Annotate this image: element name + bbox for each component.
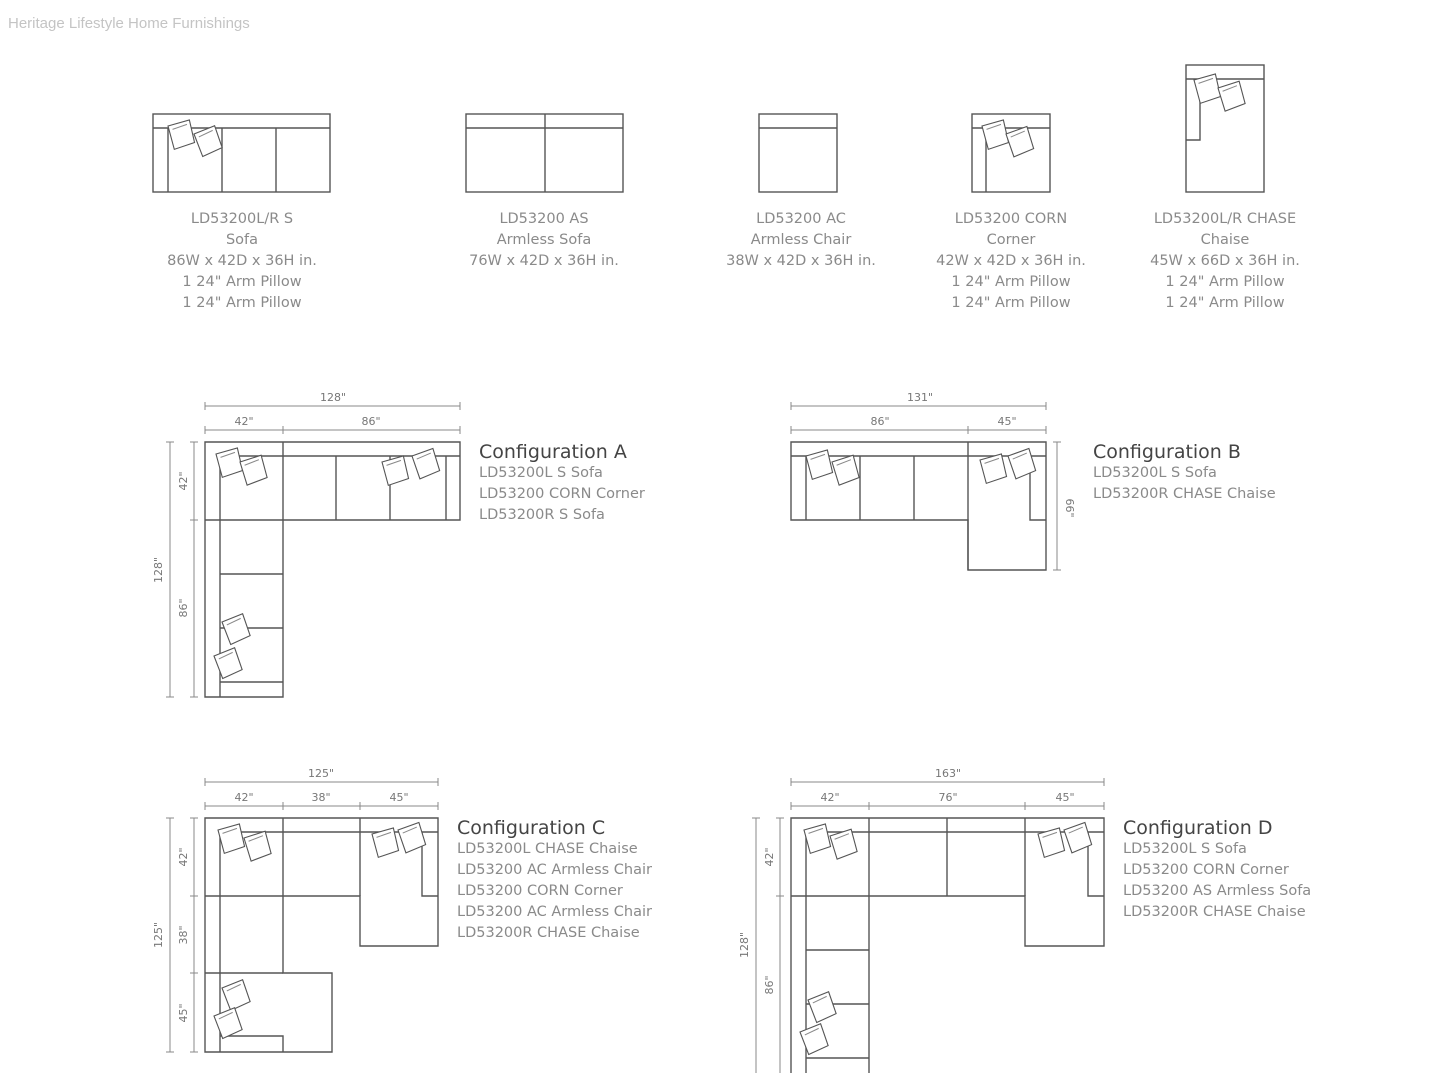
config-d-drawing — [738, 767, 1104, 1073]
piece-line: Armless Sofa — [496, 232, 592, 248]
piece-line: 76W x 42D x 36H in. — [469, 253, 619, 269]
config-item: LD53200L S Sofa — [1123, 841, 1247, 857]
dim-label: 86" — [870, 415, 890, 428]
dim-label: 45" — [389, 791, 409, 804]
dim-label: 128" — [738, 931, 751, 959]
config-title: Configuration A — [479, 441, 627, 463]
watermark-text: Heritage Lifestyle Home Furnishings — [8, 15, 250, 32]
config-item: LD53200 AC Armless Chair — [457, 904, 652, 920]
pillow-icon — [213, 1007, 243, 1039]
piece-line: 1 24" Arm Pillow — [951, 295, 1071, 311]
piece-line: Sofa — [225, 232, 259, 248]
config-item: LD53200R S Sofa — [479, 507, 605, 523]
pillow-icon — [1005, 126, 1034, 157]
config-item: LD53200 CORN Corner — [479, 486, 645, 502]
piece-label-sofa — [142, 209, 342, 314]
dim-label: 42" — [234, 791, 254, 804]
dim-label: 42" — [234, 415, 254, 428]
pillow-icon — [168, 120, 196, 150]
pillow-icon — [411, 448, 440, 479]
config-item: LD53200L S Sofa — [1093, 465, 1217, 481]
piece-line: 42W x 42D x 36H in. — [936, 253, 1086, 269]
pillow-icon — [807, 991, 837, 1023]
dim-label: 86" — [177, 598, 190, 618]
piece-line: 1 24" Arm Pillow — [182, 295, 302, 311]
dim-label: 42" — [763, 847, 776, 867]
dim-label: 42" — [820, 791, 840, 804]
pillow-icon — [799, 1023, 829, 1055]
dim-label: 42" — [177, 847, 190, 867]
dim-label: 131" — [906, 391, 934, 404]
pillow-icon — [1217, 81, 1245, 112]
dim-label: 128" — [152, 556, 165, 584]
dim-label: 38" — [177, 925, 190, 945]
piece-line: Corner — [986, 232, 1036, 248]
piece-line: 1 24" Arm Pillow — [951, 274, 1071, 290]
dim-label: 66" — [1063, 498, 1076, 518]
config-b-label — [1093, 441, 1276, 505]
pillow-icon — [218, 824, 246, 854]
piece-line: LD53200 CORN — [954, 211, 1068, 227]
pillow-icon — [1194, 74, 1222, 104]
piece-line: LD53200L/R CHASE — [1153, 211, 1297, 227]
config-c-drawing — [152, 767, 438, 1052]
config-item: LD53200 AS Armless Sofa — [1123, 883, 1312, 899]
pillow-icon — [1007, 448, 1036, 479]
dim-label: 45" — [177, 1003, 190, 1023]
piece-line: 1 24" Arm Pillow — [182, 274, 302, 290]
config-title: Configuration C — [457, 817, 606, 839]
piece-line: LD53200 AC — [756, 211, 846, 227]
piece-line: LD53200L/R S — [190, 211, 294, 227]
config-item: LD53200R CHASE Chaise — [1123, 904, 1306, 920]
config-item: LD53200R CHASE Chaise — [457, 925, 640, 941]
config-item: LD53200 CORN Corner — [1123, 862, 1289, 878]
config-a-drawing — [152, 391, 460, 697]
piece-armless-sofa-drawing — [466, 114, 623, 192]
config-title: Configuration D — [1123, 817, 1273, 839]
config-d-label — [1123, 817, 1311, 923]
piece-label-corner — [911, 209, 1111, 314]
config-item: LD53200R CHASE Chaise — [1093, 486, 1276, 502]
pillow-icon — [239, 455, 267, 486]
config-item: LD53200L CHASE Chaise — [457, 841, 638, 857]
pillow-icon — [804, 824, 832, 854]
piece-label-chaise — [1125, 209, 1325, 314]
piece-line: Chaise — [1200, 232, 1250, 248]
piece-line: 86W x 42D x 36H in. — [167, 253, 317, 269]
pillow-icon — [829, 829, 857, 860]
piece-sofa-drawing — [153, 114, 330, 192]
piece-label-armless-sofa — [444, 209, 644, 272]
piece-line: 38W x 42D x 36H in. — [726, 253, 876, 269]
config-c-label — [457, 817, 652, 944]
piece-line: 45W x 66D x 36H in. — [1150, 253, 1300, 269]
pillow-icon — [806, 450, 834, 480]
dim-label: 125" — [152, 921, 165, 949]
pillow-icon — [243, 831, 271, 862]
piece-chaise-drawing — [1186, 65, 1264, 192]
dim-label: 86" — [763, 975, 776, 995]
config-title: Configuration B — [1093, 441, 1241, 463]
pillow-icon — [831, 455, 859, 486]
dim-label: 125" — [307, 767, 335, 780]
piece-label-armless-chair — [701, 209, 901, 272]
piece-corner-drawing — [972, 114, 1050, 192]
pillow-icon — [193, 125, 223, 157]
piece-line: 1 24" Arm Pillow — [1165, 295, 1285, 311]
dim-label: 45" — [997, 415, 1017, 428]
config-item: LD53200 AC Armless Chair — [457, 862, 652, 878]
piece-line: LD53200 AS — [499, 211, 589, 227]
dim-label: 76" — [938, 791, 958, 804]
dim-label: 128" — [319, 391, 347, 404]
piece-line: Armless Chair — [750, 232, 852, 248]
pillow-icon — [221, 979, 251, 1011]
config-item: LD53200L S Sofa — [479, 465, 603, 481]
dim-label: 45" — [1055, 791, 1075, 804]
dim-label: 42" — [177, 471, 190, 491]
pillow-icon — [980, 454, 1008, 484]
config-item: LD53200 CORN Corner — [457, 883, 623, 899]
dim-label: 38" — [311, 791, 331, 804]
piece-line: 1 24" Arm Pillow — [1165, 274, 1285, 290]
config-b-drawing — [791, 391, 1076, 570]
pillow-icon — [221, 613, 251, 645]
dim-label: 86" — [361, 415, 381, 428]
config-a-label — [479, 441, 645, 526]
dim-label: 163" — [934, 767, 962, 780]
pillow-icon — [213, 647, 243, 679]
piece-armless-chair-drawing — [759, 114, 837, 192]
pillow-icon — [382, 456, 410, 486]
